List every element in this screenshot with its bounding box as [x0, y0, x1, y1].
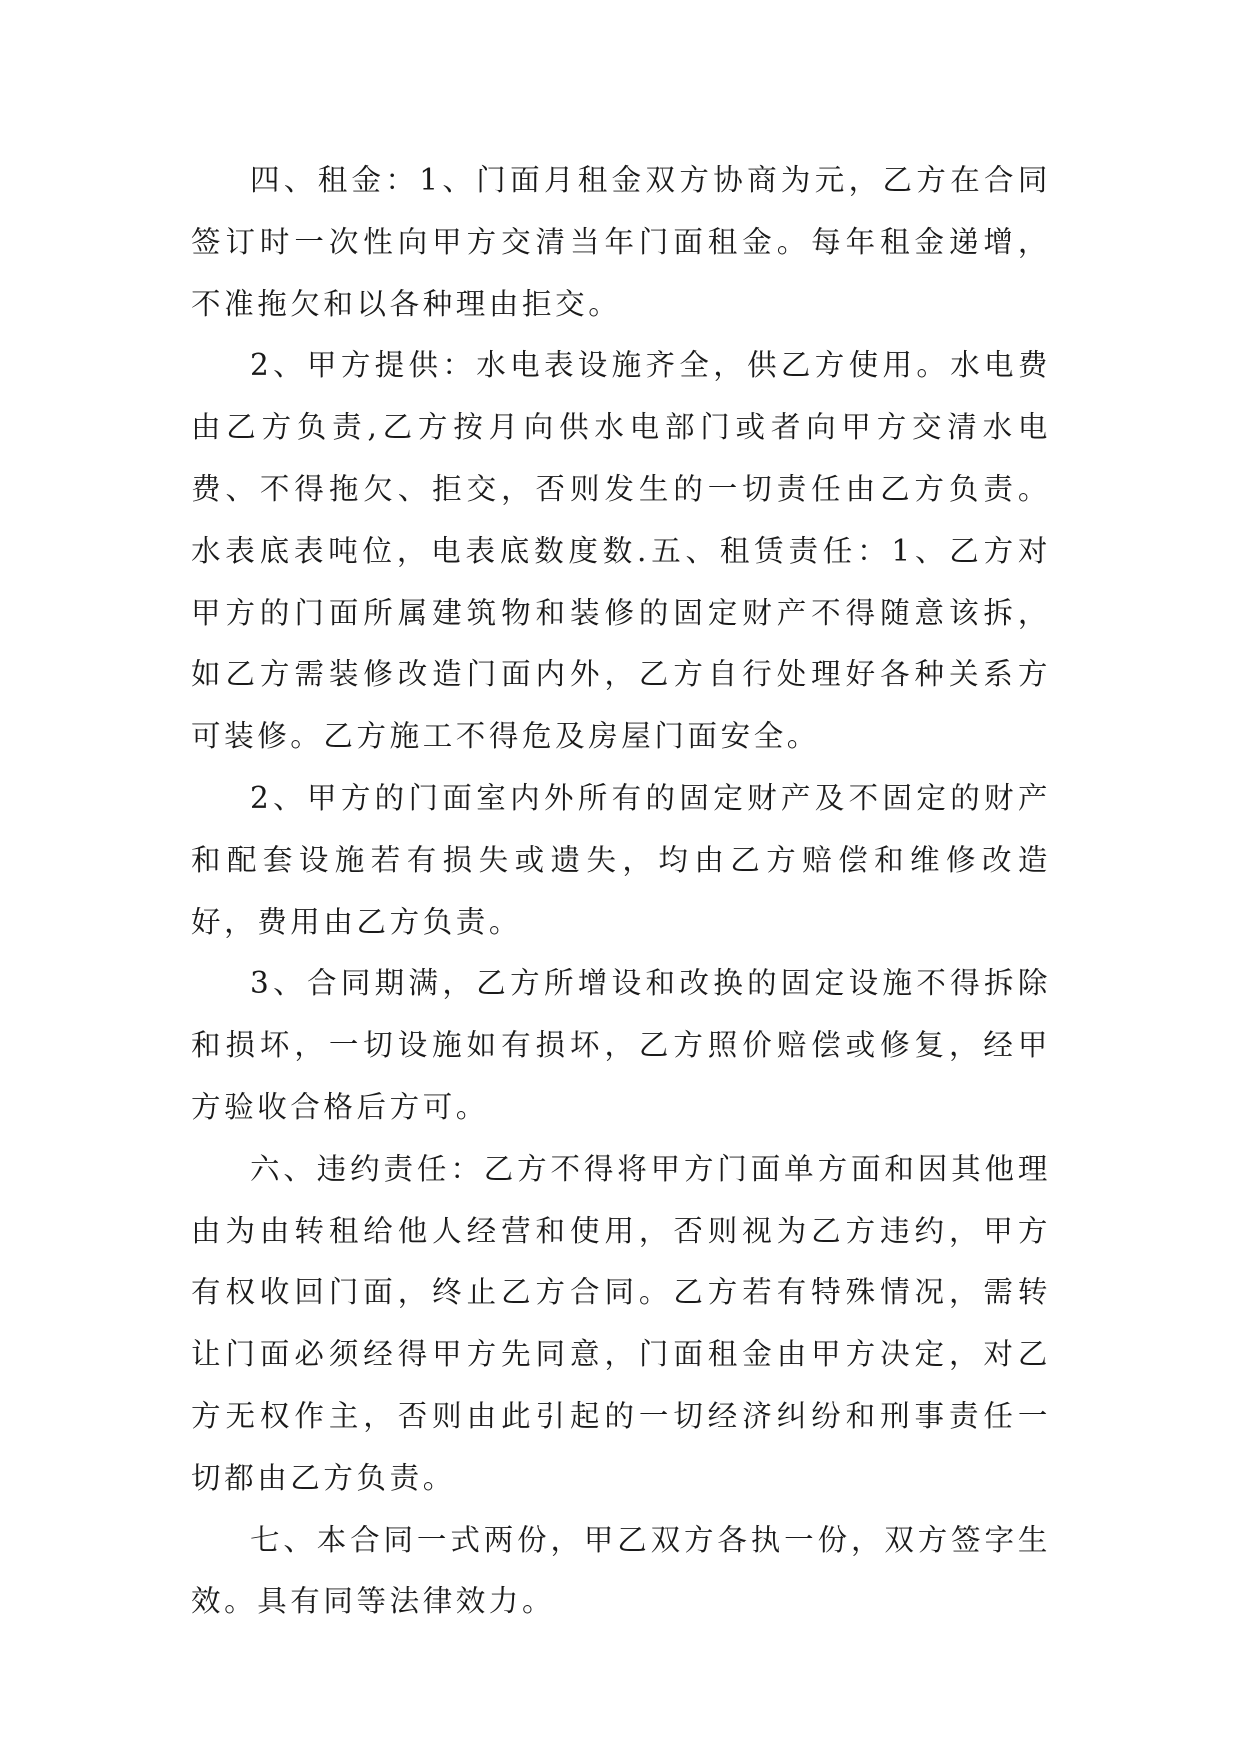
document-body [191, 150, 1051, 1633]
paragraph-utilities-and-lease-responsibility: 2、甲方提供：水电表设施齐全，供乙方使用。水电费由乙方负责,乙方按月向供水电部门或者向甲方交清水电费、不得拖欠、拒交，否则发生的一切责任由乙方负责。水表底表吨位，电表底数度数.五、租赁责任：1、乙方对甲方的门面所属建筑物和装修的固定财产不得随意该拆，如乙方需装修改造门面内外，乙方自行处理好各种关系方可装修。乙方施工不得危及房屋门面安全。 [191, 348, 1051, 754]
paragraph-rent: 四、租金：1、门面月租金双方协商为元，乙方在合同签订时一次性向甲方交清当年门面租金。每年租金递增，不准拖欠和以各种理由拒交。 [191, 163, 1051, 321]
paragraph-property-damage: 2、甲方的门面室内外所有的固定财产及不固定的财产和配套设施若有损失或遗失，均由乙方赔偿和维修改造好，费用由乙方负责。 [191, 780, 1051, 939]
paragraph-breach-liability: 六、违约责任：乙方不得将甲方门面单方面和因其他理由为由转租给他人经营和使用，否则视为乙方违约，甲方有权收回门面，终止乙方合同。乙方若有特殊情况，需转让门面必须经得甲方先同意，门面租金由甲方决定，对乙方无权作主，否则由此引起的一切经济纠纷和刑事责任一切都由乙方负责。 [191, 1151, 1051, 1495]
paragraph-contract-expiry: 3、合同期满，乙方所增设和改换的固定设施不得拆除和损坏，一切设施如有损坏，乙方照价赔偿或修复，经甲方验收合格后方可。 [191, 966, 1051, 1124]
paragraph-copies-and-effect: 七、本合同一式两份，甲乙双方各执一份，双方签字生效。具有同等法律效力。 [191, 1522, 1051, 1619]
